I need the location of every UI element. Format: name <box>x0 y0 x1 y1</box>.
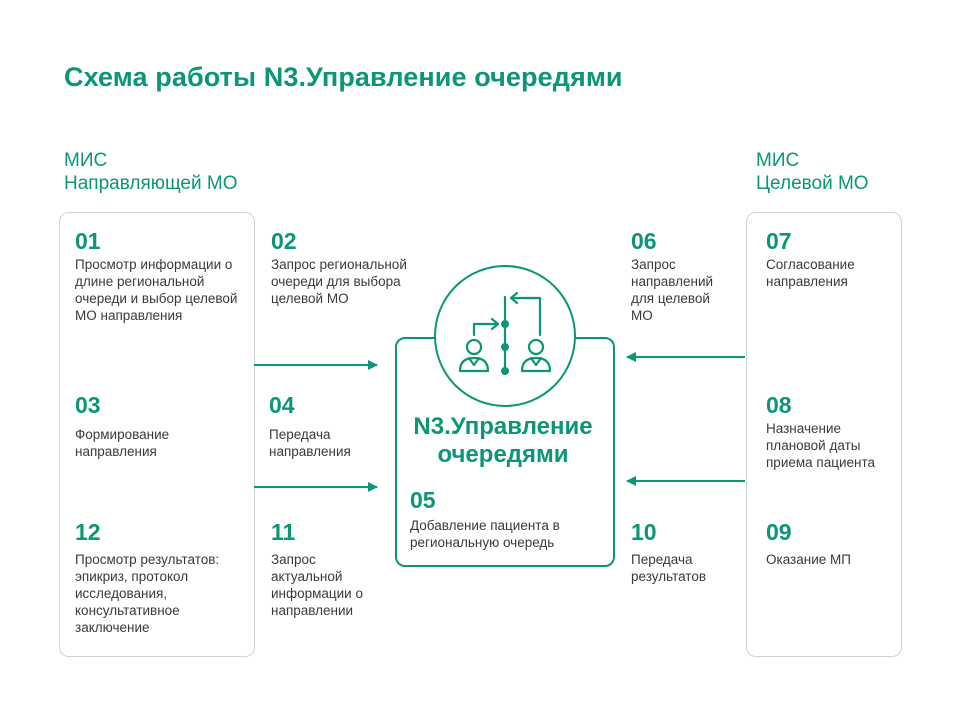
step-03 <box>75 392 245 460</box>
step-06 <box>631 228 731 324</box>
step-01 <box>75 228 245 324</box>
step-text: Оказание МП <box>766 552 851 567</box>
step-number: 02 <box>271 228 297 254</box>
step-text: Передача направления <box>269 427 351 459</box>
page-title: Схема работы N3.Управление очередями <box>64 62 623 92</box>
step-02 <box>271 228 431 307</box>
step-text: Запрос региональной очереди для выбора целевой МО <box>271 257 407 306</box>
step-number: 04 <box>269 392 295 418</box>
step-number: 10 <box>631 519 657 545</box>
right-system-label-line1: МИС <box>756 150 800 171</box>
left-system-label-line2: Направляющей МО <box>64 173 238 194</box>
step-number: 08 <box>766 392 792 418</box>
step-number: 12 <box>75 519 101 545</box>
step-number: 03 <box>75 392 101 418</box>
step-text: Передача результатов <box>631 552 707 584</box>
step-07 <box>766 228 896 290</box>
central-system-title <box>395 413 611 469</box>
step-number: 01 <box>75 228 101 254</box>
step-12 <box>75 519 245 636</box>
step-text: Формирование направления <box>75 427 170 459</box>
step-11 <box>271 519 391 619</box>
step-09 <box>766 519 896 568</box>
left-system-label-line1: МИС <box>64 150 108 171</box>
step-05 <box>410 487 605 551</box>
step-text: Назначение плановой даты приема пациента <box>766 421 876 470</box>
central-title-line2: очередями <box>437 441 569 468</box>
step-text: Запрос актуальной информации о направлении <box>271 552 363 618</box>
step-10 <box>631 519 741 585</box>
step-08 <box>766 392 896 471</box>
step-number: 11 <box>271 519 296 545</box>
step-text: Добавление пациента в региональную очередь <box>410 518 560 550</box>
step-number: 07 <box>766 228 792 254</box>
step-text: Просмотр информации о длине региональной очереди и выбор целевой МО направления <box>75 257 238 323</box>
step-number: 06 <box>631 228 657 254</box>
step-text: Просмотр результатов: эпикриз, протокол исследования, консультативное заключение <box>75 552 220 635</box>
step-04 <box>269 392 379 460</box>
right-system-label-line2: Целевой МО <box>756 173 869 194</box>
central-icon-circle <box>434 265 576 407</box>
step-number: 09 <box>766 519 792 545</box>
central-title-line1: N3.Управление <box>413 413 593 440</box>
step-text: Запрос направлений для целевой МО <box>631 257 714 323</box>
step-number: 05 <box>410 487 436 513</box>
step-text: Согласование направления <box>766 257 855 289</box>
queue-management-icon <box>436 267 574 405</box>
